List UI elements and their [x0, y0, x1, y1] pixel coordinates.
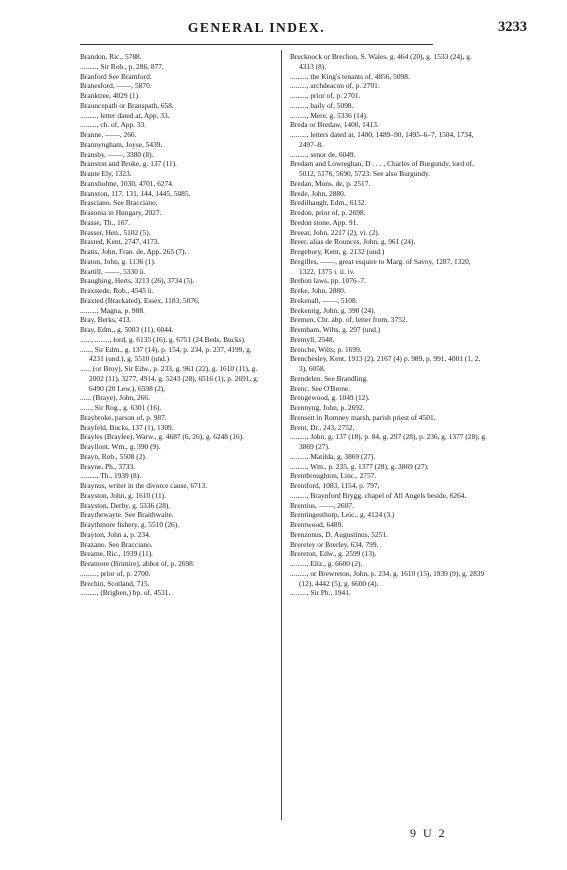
index-entry: Bredon stone, App. 91.	[290, 217, 359, 227]
index-entry: Brenc. See O'Brene.	[290, 383, 351, 393]
index-entry: ........., John, g. 137 (18), p. 84, g. 297 (28), p. 236, g. 1377 (28), g. 3869 (27).	[290, 432, 487, 451]
index-entry: Brayston, Derby, g. 5336 (28).	[80, 500, 171, 510]
index-entry: Bredilhaugh, Edm., 6132.	[290, 198, 367, 208]
index-entry: ........., the King's tenants of, 4856, 5098.	[290, 71, 410, 81]
index-entry: ........., Sir Rob., p. 286, 877.	[80, 61, 164, 71]
index-entry: ........., Sir Ph., 1941.	[290, 588, 351, 598]
index-entry: Braughing, Herts, 3213 (26), 3734 (5).	[80, 276, 195, 286]
index-entry: ......, Sir Edm., g. 137 (14), p. 154, p. 234, p. 237, 4199, g. 4231 (und.), g. 5510 (und.)	[80, 344, 252, 364]
index-entry: Brereley or Brerley, 634, 799.	[290, 539, 379, 549]
index-entry: Brensett in Romney marsh, parish priest of 4501.	[290, 412, 436, 422]
index-entry: Brentford, 1083, 1154, p. 797,	[290, 481, 380, 490]
index-entry: Breer, alias de Rounces, John, g. 961 (24).	[290, 237, 416, 247]
index-entry: Braythmore fishery, g. 5510 (26).	[80, 520, 180, 529]
index-entry: Braybroke, parson of, p. 987.	[80, 412, 167, 422]
index-entry: ........., Th., 1939 (8).	[80, 471, 142, 481]
index-entry: Bransby, ——, 3380 (8).	[80, 149, 154, 159]
index-entry: Breda or Bredaw, 1400, 1413.	[290, 120, 379, 130]
page-header	[80, 19, 527, 42]
index-entry: Brayne, Ph., 3733.	[80, 461, 136, 471]
index-entry: ........., baily of, 5098.	[290, 100, 354, 110]
index-entry: ........., archdeacon of, p. 2701.	[290, 81, 380, 91]
index-entry: Braythewayte. See Braithwaite.	[80, 510, 174, 520]
index-entry: ........., (Brighen,) bp. of, 4531.	[80, 588, 171, 598]
index-entry: Brasonia in Hungary, 2027.	[80, 208, 162, 217]
index-entry: Bregebury, Kent, g. 2132 (und.)	[290, 247, 385, 256]
index-entry: ........., prior of, p. 2701.	[290, 91, 361, 100]
index-entry: Branxholme, 1030, 4701, 6274.	[80, 178, 174, 188]
index-column-left	[80, 52, 268, 598]
index-entry: ........., Matilda, g. 3869 (27).	[290, 451, 376, 461]
index-entry: Brennyng, John, p. 2692.	[290, 403, 365, 412]
index-entry: Branford See Bramford.	[80, 71, 152, 81]
index-entry: ........., or Brewreton, John, p. 234, g. 1610 (15), 1939 (9), g. 2839 (12), 4442 (5), g. 6600 (4).	[290, 568, 485, 588]
index-entry: ........., prior of, p. 2700.	[80, 568, 151, 578]
signature-mark: 9 U 2	[410, 826, 447, 840]
index-entry: Brante Ely, 1323.	[80, 169, 132, 178]
index-entry: Brentwood, 6489.	[290, 520, 344, 529]
index-entry: Braxted (Brackated), Essex, 1183, 5076.	[80, 295, 200, 305]
index-entry: Brekenall, ——, 5108.	[290, 295, 358, 305]
index-entry: Brendelen. See Brandling.	[290, 373, 368, 383]
index-entry: Brembam, Wilts, g. 297 (und.)	[290, 325, 381, 334]
index-entry: ......, ........, lord, g. 6135 (16), g. 6751 (24 Beds, Bucks).	[80, 334, 246, 344]
index-entry: Braxstede, Rob., 4545 ii.	[80, 286, 154, 295]
index-entry: ........., senor de, 6049.	[290, 149, 356, 159]
index-entry: ......, Sir Rog., g. 6301 (16).	[80, 403, 162, 412]
index-entry: Brattill, ——, 5330 ii.	[80, 266, 146, 276]
index-entry: Brandon, Ric., 5788.	[80, 52, 142, 61]
index-column-right	[290, 52, 487, 598]
index-entry: Brekenrig, John, g. 390 (24).	[290, 305, 376, 315]
index-entry: Brasse, Th., 167.	[80, 217, 130, 227]
index-entry: Brecknock or Brechon, S. Wales, g. 464 (20), g. 1533 (24), g. 4313 (8).	[290, 52, 472, 71]
index-entry: Bredan, Mons. de, p. 2517.	[290, 178, 371, 188]
index-entry: Brede, John, 2880.	[290, 188, 346, 198]
index-entry: Brenchesley, Kent, 1913 (2), 2167 (4) p. 989, p. 991, 4001 (1, 2, 3), 6058.	[290, 354, 481, 373]
index-entry: Bredam and Lowreghan, D . . . , Charles of Burgundy, lord of, 5012, 5176, 5690, 5723. See also Burgundy.	[290, 159, 474, 178]
index-entry: ........., Wm., p. 235, g. 1377 (28), g. 3869 (27).	[290, 461, 429, 471]
index-entry: Breamore (Brimire), abbot of, p. 2698.	[80, 559, 195, 568]
index-entry: Brannyngham, Joyse, 5439.	[80, 139, 163, 149]
column-divider	[281, 50, 282, 820]
index-entry: Brayles (Braylee), Warw., g. 4687 (6, 26), g. 6248 (16).	[80, 432, 245, 442]
index-entry: ........., letter dated at, App. 33.	[80, 110, 170, 120]
index-entry: ........., Braynford Brygg. chapel of All Angels beside, 6264.	[290, 490, 467, 500]
index-entry: Breke, John, 2880.	[290, 286, 346, 295]
header-rule	[80, 44, 433, 45]
index-entry: Bremen, Chr. abp. of, letter from, 3752.	[290, 315, 408, 325]
index-entry: Brayn, Rob., 5508 (2).	[80, 451, 147, 461]
index-entry: ........., ch. of, App. 33.	[80, 120, 147, 130]
index-entry: ...... (Braye), John, 266.	[80, 393, 150, 403]
index-entry: Branston and Broke, g. 137 (11).	[80, 159, 178, 169]
index-entry: Braynus, writer in the divorce cause, 6713.	[80, 481, 208, 490]
index-entry: Brenzonus, D. Augustinus, 5251.	[290, 529, 388, 539]
index-entry: Brentingesthorp, Leic., g. 4124 (3.)	[290, 510, 395, 520]
index-entry: ........., Mere, g. 5336 (14).	[290, 110, 368, 120]
index-entry: Branne, ——, 266.	[80, 130, 137, 139]
index-entry: Brenche, Wilts, p. 1699.	[290, 344, 362, 354]
page-number: 3233	[498, 19, 527, 35]
index-entry: ........., Eliz., g. 6600 (2).	[290, 559, 363, 568]
index-entry: Brechin, Scotland, 715.	[80, 578, 150, 588]
index-entry: Bredon, prior of, p. 2698.	[290, 208, 366, 217]
index-entry: Branktree, 4029 (1).	[80, 91, 140, 100]
index-entry: Brasciano. See Bracciano.	[80, 198, 158, 208]
index-entry: Bremyll, 2548.	[290, 334, 335, 344]
index-entry: Breear, John, 2217 (2), vi. (2).	[290, 227, 380, 237]
index-entry: Brazano. See Bracciano.	[80, 539, 153, 549]
index-entry: Bratis, John, Fran. de, App. 265 (7).	[80, 247, 187, 256]
index-entry: Brayton, John a, p. 234.	[80, 529, 151, 539]
index-entry: Bregilles, ——, great esquire to Marg. of Savoy, 1287, 1320, 1322, 1375 i. ii. iv.	[290, 256, 471, 276]
index-entry: Brentbroughton, Linc., 2757.	[290, 471, 377, 481]
index-entry: Brasted, Kent, 2747, 4173.	[80, 237, 160, 247]
index-entry: Bray, Edm., g. 5083 (11), 6044.	[80, 325, 174, 334]
index-entry: Brayfeld, Bucks, 137 (1), 1309.	[80, 422, 174, 432]
index-entry: Brayston, John, g. 1610 (11).	[80, 490, 166, 500]
index-entry: Brereton, Edw., g. 2599 (13).	[290, 549, 377, 559]
index-entry: Brengewood, g. 1049 (12).	[290, 393, 370, 403]
index-entry: Brentius, ——, 2607.	[290, 500, 354, 510]
index-entry: Brasser, Hen., 5102 (5).	[80, 227, 151, 237]
index-entry: ...... (or Broy), Sir Edw., p. 233, g. 961 (22), g. 1610 (11), g. 2002 (11), 3277, 4914, g. 5243 (28), 6516 (1), p. 2691, g. 6490 (20 Lew.), 6598 (2),	[80, 364, 259, 393]
index-entry: Brehon laws, pp. 1076–7.	[290, 276, 366, 286]
index-entry: Branxton, 117, 131, 144, 1445, 5085.	[80, 188, 191, 198]
page-title: GENERAL INDEX.	[187, 20, 326, 35]
index-entry: Breame, Ric., 1939 (11).	[80, 549, 153, 559]
index-entry: Brauncepath or Branspath, 658.	[80, 100, 174, 110]
index-entry: ........., Magna, p. 988.	[80, 305, 145, 315]
index-entry: Bray, Berks, 413.	[80, 315, 132, 325]
index-entry: Brent, Dr., 243, 2752.	[290, 422, 355, 432]
index-entry: Braton, John, g. 1136 (1).	[80, 256, 156, 266]
index-entry: Branesford, ——, 5870.	[80, 81, 152, 91]
index-entry: ........., letters dated at, 1400, 1489–90, 1495–6–7, 1504, 1734, 2497–8.	[290, 130, 474, 149]
index-entry: Brayllont, Wm., g. 390 (9).	[80, 442, 161, 451]
